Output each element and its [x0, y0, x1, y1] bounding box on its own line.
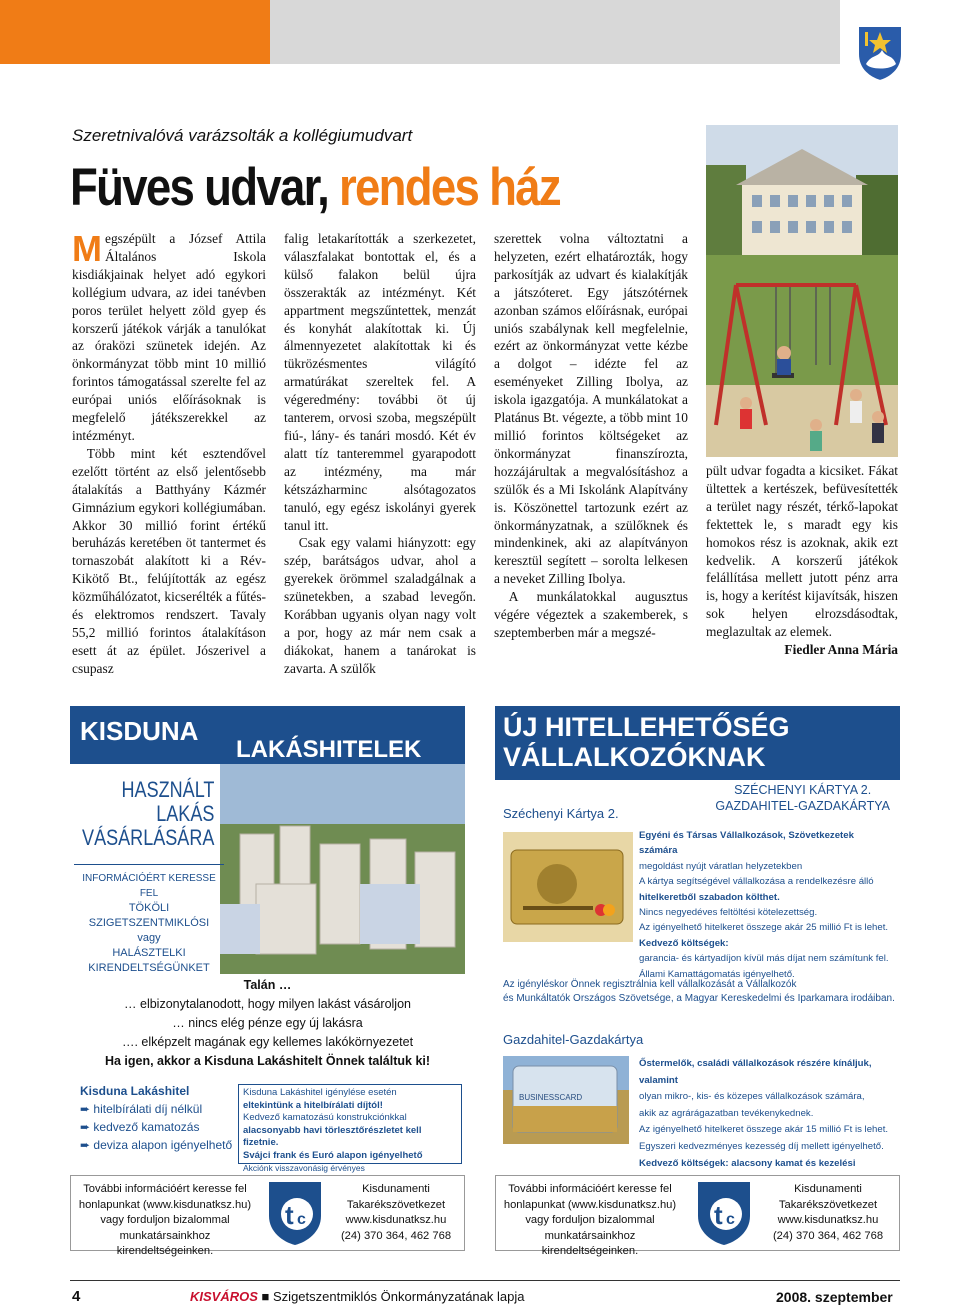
- ad1-info-line: SZIGETSZENTMIKLÓSI: [88, 917, 210, 929]
- ad1-promo-box: [238, 1084, 462, 1173]
- ad2-headline-2: VÁLLALKOZÓKNAK: [503, 742, 766, 772]
- card1-line: hitelkeretből szabadon költhet.: [639, 891, 780, 903]
- col2-paragraph-2: Csak egy valami hiányzott: egy szép, barátságos udvar, ahol a gyerekek örömmel szaladgálnak a szünetekben, a szabad levegőn. Korábban ugyanis olyan nagy volt a por, hogy az már nem csak a diákokat, hanem a tanárokat is zavarta. A szülők: [284, 535, 476, 676]
- card2-line: akik az agrárágazatban tevékenykednek.: [639, 1107, 814, 1119]
- article-author: Fiedler Anna Mária: [784, 642, 898, 658]
- bank-logo-icon: [696, 1180, 752, 1246]
- ad1-brand: KISDUNA: [80, 716, 199, 746]
- ad2-body: [495, 780, 900, 1169]
- col1-paragraph-1: egszépült a József Attila Általános Iskola kisdiákjainak helyet adó egykori kollégium udvara, az idei tanévben poros terület helyett zöld gyep és korszerű játékok várják a tanulókat az óraközi szünetek idején. Az önkormányzat több mint 10 millió forintos támogatással szerelte fel az európai uniós előírásoknak is megfelelő játékszerekkel az intézményt.: [72, 231, 266, 443]
- svg-text:t: t: [714, 1200, 723, 1230]
- footer-date: 2008. szeptember: [776, 1289, 893, 1305]
- contact-line: munkatársainkhoz kirendeltségeinken.: [541, 1229, 639, 1257]
- header-orange-bar: [0, 0, 270, 64]
- playground-photo: [706, 125, 898, 457]
- szechenyi-card-ad: [495, 706, 900, 1169]
- ad2-card1-title1: SZÉCHENYI KÁRTYA 2.: [734, 783, 872, 797]
- contact-line: (24) 370 364, 462 768: [772, 1229, 884, 1242]
- promo-line: Kisduna Lakáshitel igénylése esetén: [243, 1087, 397, 1098]
- contact-line: (24) 370 364, 462 768: [340, 1229, 452, 1242]
- contact-line: vagy forduljon bizalommal: [525, 1214, 655, 1226]
- ad1-info: [74, 864, 224, 974]
- col3-paragraph-2: A munkálatokkal augusztus végére végeztek a szakemberek, s szeptemberben már a megszé-: [494, 589, 688, 640]
- footer-brand: KISVÁROS: [190, 1289, 258, 1304]
- ad1-headline: LAKÁSHITELEK: [236, 736, 422, 763]
- svg-text:c: c: [297, 1211, 306, 1228]
- footer-rule: [70, 1280, 900, 1281]
- article-column-3: [494, 230, 688, 642]
- card2-line: Kedvező költségek: alacsony kamat és kezelési: [639, 1157, 856, 1169]
- note-line: és Munkáltatók Országos Szövetsége, a Magyar Kereskedelmi és Iparkamara irodáiban.: [503, 993, 895, 1004]
- card1-line: garancia- és kártyadíjon kívül más díjat nem számítunk fel.: [639, 953, 889, 965]
- ad1-sub1: HASZNÁLT: [121, 777, 214, 802]
- ad1-line: … nincs elég pénze egy új lakásra: [172, 1016, 363, 1030]
- szechenyi-card-image: [503, 832, 633, 942]
- note-line: Az igényléskor Önnek regisztrálnia kell vállalkozását a Vállalkozók: [503, 979, 797, 990]
- ad1-list-title: Kisduna Lakáshitel: [80, 1084, 190, 1098]
- card2-line: Egyszeri kedvezményes kezesség díj mellett igényelhető.: [639, 1140, 884, 1152]
- ad1-title-box: [70, 764, 220, 974]
- contact-line: További információért keresse fel: [83, 1183, 247, 1195]
- contact-line: munkatársainkhoz kirendeltségeinken.: [116, 1229, 214, 1257]
- ad1-line: …. elképzelt magának egy kellemes lakókörnyezetet: [121, 1035, 414, 1049]
- ad2-card2-text: [639, 1056, 894, 1189]
- arrow-icon: ➨: [80, 1120, 94, 1134]
- contact-line: Takarékszövetkezet: [346, 1198, 446, 1211]
- ad2-card1-text: [639, 828, 894, 982]
- contact-line: honlapunkat (www.kisdunatksz.hu): [78, 1198, 252, 1211]
- ad1-info-line: KIRENDELTSÉGÜNKET: [88, 962, 210, 974]
- contact-line: Kisdunamenti: [794, 1183, 862, 1195]
- ad1-bullet: deviza alapon igényelhető: [93, 1138, 233, 1152]
- promo-line: Kedvező kamatozású konstrukciónkkal: [243, 1112, 407, 1123]
- contact-line: honlapunkat (www.kisdunatksz.hu): [503, 1198, 677, 1211]
- bank-logo-icon: [267, 1180, 323, 1246]
- col1-paragraph-2: Több mint két esztendővel ezelőtt történt az első jelentősebb átalakítás a Batthyány Kázmér Gimnázium egykori kollégiumában. Akkor 30 millió forint értékű beruházás keretében öt tantermet és tornaszobát alakított ki a Rév-Kikötő Bt., felújították az egész közműhálózatot, kicserélték a fűtés- és elektromos rendszert. Tavaly 55,2 millió forintos átalakításon esett át az épület. Jószerivel a csupasz: [72, 445, 266, 676]
- page-number: 4: [72, 1288, 81, 1305]
- ad2-card1-label: Széchenyi Kártya 2.: [503, 806, 619, 821]
- card2-line: Az igényelhető hitelkeret összege akár 15 millió Ft is lehet.: [639, 1124, 889, 1136]
- ad1-sub2: LAKÁS: [155, 801, 214, 826]
- ad1-info-line: vagy: [137, 932, 161, 944]
- promo-line: eltekintünk a hitelbírálati díjtól!: [243, 1099, 383, 1111]
- headline-black: Füves udvar,: [70, 158, 329, 217]
- card1-line: Állami Kamattágomatás igényelhető.: [639, 968, 795, 980]
- article-headline: [70, 150, 560, 226]
- card1-line: Az igényelhető hitelkeret összege akár 25 millió Ft is lehet.: [639, 922, 889, 934]
- ad1-bullet: kedvező kamatozás: [93, 1120, 200, 1134]
- card1-line: A kártya segítségével vállalkozása a rendelkezésre álló: [639, 876, 874, 888]
- contact-line: Takarékszövetkezet: [778, 1198, 878, 1211]
- article-column-2: [284, 230, 476, 678]
- contact-line: További információért keresse fel: [508, 1183, 672, 1195]
- gazda-card-image: [503, 1056, 629, 1144]
- ad1-bullet: hitelbírálati díj nélkül: [93, 1102, 203, 1116]
- ad1-sub3: VÁSÁRLÁSÁRA: [81, 825, 214, 850]
- card1-line: Kedvező költségek:: [639, 937, 729, 949]
- ad1-line: … elbizonytalanodott, hogy milyen lakást vásároljon: [124, 997, 411, 1011]
- article-column-4: [706, 462, 898, 659]
- card1-line: Nincs negyedéves feltöltési kötelezettség.: [639, 907, 818, 919]
- article-column-1: [72, 230, 266, 678]
- contact-line: www.kisdunatksz.hu: [777, 1214, 879, 1226]
- card1-line: megoldást nyújt váratlan helyzetekben: [639, 860, 803, 872]
- contact-line: vagy forduljon bizalommal: [100, 1214, 230, 1226]
- ad1-info-line: TÖKÖLI: [128, 902, 170, 914]
- col2-paragraph-1: falig letakarították a szerkezetet, válaszfalakat bontottak el, és a külső falakon belül újra összerakták az intézményt. Két appartment megszűntettek, menzát és konyhát alakítottak ki. Új álmennyezetet alakítottak ki és tükrözésmentes világító armatúrákat szereltek fel. A végeredmény: további öt új tanterem, orvosi szoba, megszépült fiú-, lány- és tanári mosdó. Két év alatt tíz tanteremmel gyarapodott az intézmény, ma már kétszázharminc alsótagozatos tanuló, egy egész iskolányi gyerek tanul itt.: [284, 231, 476, 533]
- card2-line: Őstermelők, családi vállalkozások részére kínáljuk, valamint: [639, 1058, 872, 1086]
- ad1-body: [70, 974, 465, 1173]
- ad2-headline-1: ÚJ HITELLEHETŐSÉG: [503, 712, 790, 742]
- col4-paragraph-1: pült udvar fogadta a kicsiket. Fákat ültettek a kertészek, befüvesítették a terület nagy részét, térkő-lapokat fektettek le, s maradt egy kis homokos rész is azoknak, akik ezt kedvelik. A korszerű játékok felállítása mellett jutott pénz arra is, hogy a kerítést kijavítsák, hiszen sok helyen elrozsdásodtak, meglazultak az elemek.: [706, 463, 898, 640]
- promo-line: Svájci frank és Euró alapon igényelhető: [243, 1149, 423, 1161]
- ad2-contact-box: [495, 1175, 900, 1257]
- promo-line: Akciónk visszavonásig érvényes: [243, 1163, 365, 1173]
- ad1-talan: Talán …: [243, 978, 292, 992]
- svg-text:c: c: [726, 1211, 735, 1228]
- ad2-card1-title2: GAZDAHITEL-GAZDAKÁRTYA: [715, 799, 890, 813]
- promo-line: alacsonyabb havi törlesztőrészletet kell fizetnie.: [243, 1124, 422, 1148]
- ad1-cta: Ha igen, akkor a Kisduna Lakáshitelt Önnek találtuk ki!: [104, 1054, 431, 1068]
- dropcap: M: [72, 228, 102, 269]
- arrow-icon: ➨: [80, 1102, 94, 1116]
- card1-line: Egyéni és Társas Vállalkozások, Szövetkezetek számára: [639, 830, 854, 857]
- headline-orange: rendes ház: [338, 158, 560, 217]
- ad1-info-line: HALÁSZTELKI: [112, 947, 186, 959]
- contact-line: Kisdunamenti: [362, 1183, 430, 1195]
- article-kicker: Szeretnivalóvá varázsolták a kollégiumudvart: [72, 126, 413, 145]
- footer-publication: [190, 1289, 524, 1304]
- header-gray-bar: [270, 0, 840, 64]
- arrow-icon: ➨: [80, 1138, 94, 1152]
- ad1-info-line: INFORMÁCIÓÉRT KERESSE FEL: [82, 873, 216, 899]
- ad2-note: [503, 978, 895, 1006]
- coat-of-arms-icon: [856, 24, 904, 82]
- ad1-contact-box: [70, 1175, 465, 1257]
- ad2-card2-label: Gazdahitel-Gazdakártya: [503, 1032, 644, 1047]
- footer-subtitle: Szigetszentmiklós Önkormányzatának lapja: [273, 1289, 525, 1304]
- col3-paragraph-1: szerettek volna változtatni a helyzeten, ezért elhatározták, hogy parkosítják az udvart és kialakítják a játszóteret. Egy játszótérnek azonban számos előírásnak, európai uniós szabálynak kell megfelelnie, ezért az önkormányzat vette kézbe a dolgot – idézte fel az eseményeket Zilling Ibolya, az iskola igazgatója. A munkálatokat a Platánus Bt. végezte, a több mint 10 millió forintos költségeket az önkormányzat finanszírozta, hozzájárultak a megvalósításhoz a szülők és a Mi Iskolánk Alapítvány is. Köszönettel tartozunk ezért az önkormányzatnak, a szülőknek és mindenkinek, aki az alapítványon keresztül segített – sorolta lelkesen a neveket Zilling Ibolya.: [494, 231, 688, 587]
- kisduna-ad: [70, 706, 465, 1173]
- svg-text:t: t: [285, 1200, 294, 1230]
- card2-line: olyan mikro-, kis- és közepes vállalkozások számára,: [639, 1091, 865, 1103]
- card-print-text: BUSINESSCARD: [519, 1093, 583, 1102]
- footer-separator: ■: [261, 1289, 270, 1304]
- contact-line: www.kisdunatksz.hu: [345, 1214, 447, 1226]
